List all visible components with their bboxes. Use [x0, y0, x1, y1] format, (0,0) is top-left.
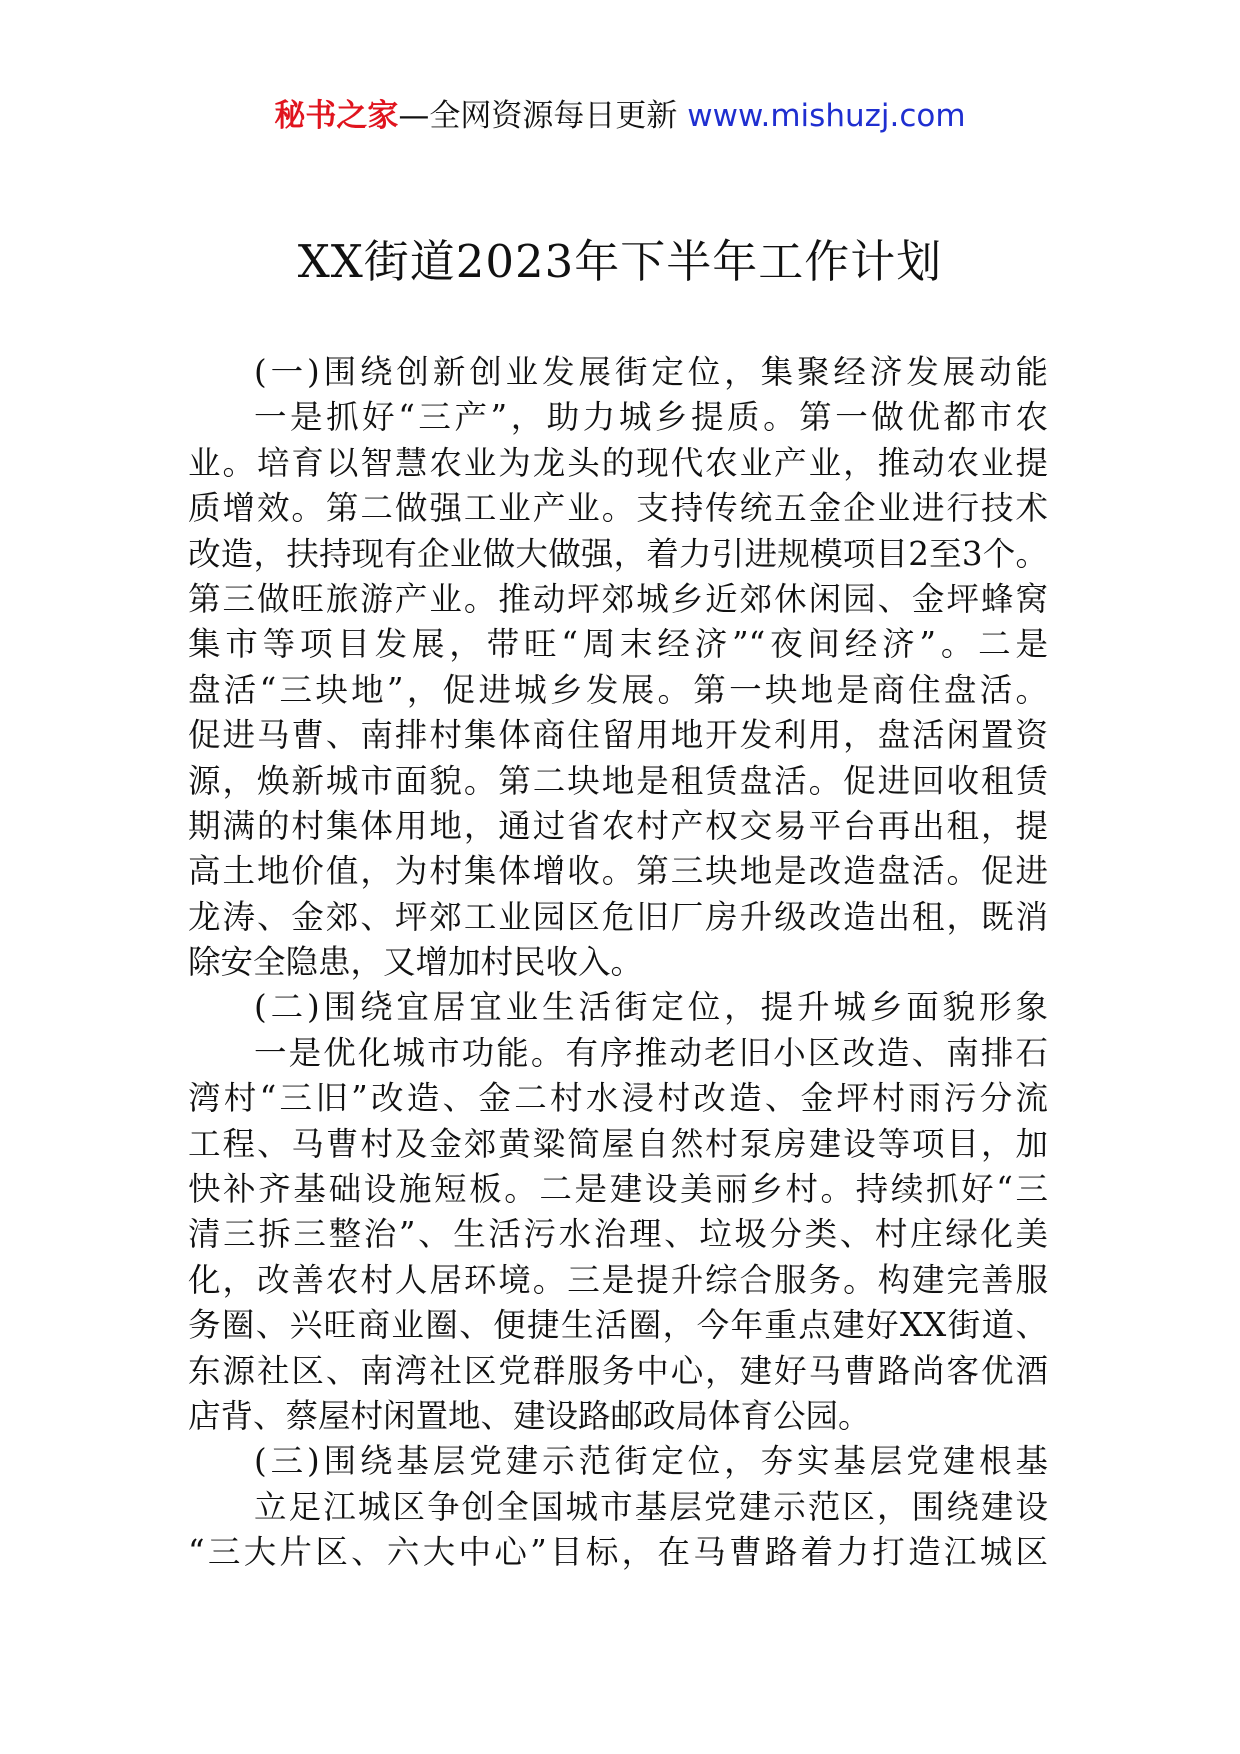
paragraph-line: 期满的村集体用地，通过省农村产权交易平台再出租，提 [188, 806, 1048, 845]
paragraph-line: 化，改善农村人居环境。三是提升综合服务。构建完善服 [188, 1260, 1048, 1299]
paragraph-line: 立足江城区争创全国城市基层党建示范区，围绕建设 [254, 1487, 1048, 1526]
paragraph-line: 盘活“三块地”，促进城乡发展。第一块地是商住盘活。 [188, 670, 1048, 709]
paragraph-line: 质增效。第二做强工业产业。支持传统五金企业进行技术 [188, 489, 1048, 528]
paragraph-line: 东源社区、南湾社区党群服务中心，建好马曹路尚客优酒 [188, 1351, 1048, 1390]
paragraph-line: 一是优化城市功能。有序推动老旧小区改造、南排石 [254, 1033, 1048, 1072]
section-heading-3: (三)围绕基层党建示范街定位，夯实基层党建根基 [254, 1442, 1048, 1481]
brand-name: 秘书之家 [274, 98, 399, 134]
paragraph-line: 务圈、兴旺商业圈、便捷生活圈，今年重点建好XX街道、 [188, 1306, 1048, 1345]
paragraph-line: “三大片区、六大中心”目标，在马曹路着力打造江城区 [188, 1533, 1048, 1572]
paragraph-line: 湾村“三旧”改造、金二村水浸村改造、金坪村雨污分流 [188, 1079, 1048, 1118]
paragraph-line: 高土地价值，为村集体增收。第三块地是改造盘活。促进 [188, 852, 1048, 891]
paragraph-line: 龙涛、金郊、坪郊工业园区危旧厂房升级改造出租，既消 [188, 897, 1048, 936]
section-heading-2: (二)围绕宜居宜业生活街定位，提升城乡面貌形象 [254, 988, 1048, 1027]
paragraph-line: 源，焕新城市面貌。第二块地是租赁盘活。促进回收租赁 [188, 761, 1048, 800]
document-title: XX街道2023年下半年工作计划 [297, 235, 943, 288]
paragraph-line: 店背、蔡屋村闲置地、建设路邮政局体育公园。 [188, 1396, 871, 1435]
site-banner [0, 96, 1240, 136]
document-body [188, 350, 1048, 1576]
section-heading-1: (一)围绕创新创业发展街定位，集聚经济发展动能 [254, 353, 1048, 391]
paragraph-line: 清三拆三整治”、生活污水治理、垃圾分类、村庄绿化美 [188, 1215, 1048, 1254]
site-url-link[interactable]: www.mishuzj.com [687, 98, 966, 134]
brand-slogan: —全网资源每日更新 [398, 98, 678, 134]
paragraph-line: 一是抓好“三产”，助力城乡提质。第一做优都市农 [254, 398, 1048, 437]
paragraph-line: 第三做旺旅游产业。推动坪郊城乡近郊休闲园、金坪蜂窝 [188, 579, 1048, 618]
paragraph-line: 促进马曹、南排村集体商住留用地开发利用，盘活闲置资 [188, 716, 1048, 755]
paragraph-line: 除安全隐患，又增加村民收入。 [188, 943, 644, 982]
paragraph-line: 快补齐基础设施短板。二是建设美丽乡村。持续抓好“三 [188, 1170, 1048, 1209]
paragraph-line: 改造，扶持现有企业做大做强，着力引进规模项目2至3个。 [188, 534, 1048, 573]
paragraph-line: 工程、马曹村及金郊黄粱简屋自然村泵房建设等项目，加 [188, 1124, 1048, 1163]
paragraph-line: 业。培育以智慧农业为龙头的现代农业产业，推动农业提 [188, 443, 1048, 482]
paragraph-line: 集市等项目发展，带旺“周末经济”“夜间经济”。二是 [188, 625, 1048, 664]
